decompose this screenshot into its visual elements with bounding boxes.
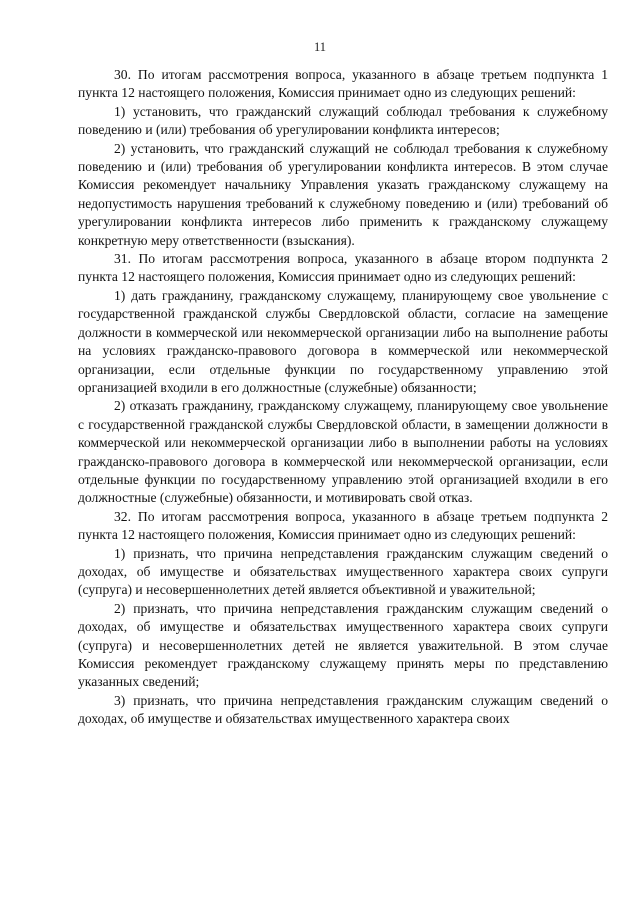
paragraph-31: 31. По итогам рассмотрения вопроса, указанного в абзаце втором подпункта 2 пункта 12 настоящего положения, Комиссия принимает одно из следующих решений:	[78, 251, 608, 285]
paragraph-32-item-3: 3) признать, что причина непредставления гражданским служащим сведений о доходах, об имуществе и обязательствах имущественного характера своих	[78, 692, 608, 727]
paragraph-31-item-1: 1) дать гражданину, гражданскому служащему, планирующему свое увольнение с государственной гражданской службы Свердловской области, согласие на замещение должности в коммерческой или некоммерческой организации либо на выполнение работы на условиях гражданско-правового договора в коммерческой или некоммерческой организации, если отдельные функции по государственному управлению этой организацией входили в его должностные (служебные) обязанности;	[78, 287, 608, 395]
paragraph-32: 32. По итогам рассмотрения вопроса, указанного в абзаце третьем подпункта 2 пункта 12 настоящего положения, Комиссия принимает одно из следующих решений:	[78, 508, 608, 543]
page-number: 11	[313, 40, 327, 54]
paragraph-32-item-2: 2) признать, что причина непредставления гражданским служащим сведений о доходах, об имуществе и обязательствах имущественного характера своих супруги (супруга) и несовершеннолетних детей не является уважительной. В этом случае Комиссия рекомендует гражданскому служащему принять меры по представлению указанных сведений;	[78, 600, 608, 690]
paragraph-32-item-1: 1) признать, что причина непредставления гражданским служащим сведений о доходах, об имуществе и обязательствах имущественного характера своих супруги (супруга) и несовершеннолетних детей является объективной и уважительной;	[78, 545, 608, 598]
paragraph-31-item-2: 2) отказать гражданину, гражданскому служащему, планирующему свое увольнение с государственной гражданской службы Свердловской области, в замещении должности в коммерческой или некоммерческой организации либо в выполнении работы на условиях гражданско-правового договора в коммерческой или некоммерческой организации, если отдельные функции по государственному управлению этой организацией входили в его должностные (служебные) обязанности, и мотивировать свой отказ.	[78, 398, 608, 506]
paragraph-30-item-2: 2) установить, что гражданский служащий не соблюдал требования к служебному поведению и (или) требования об урегулировании конфликта интересов. В этом случае Комиссия рекомендует начальнику Управления указать гражданскому служащему на недопустимость нарушения требований к служебному поведению и (или) требований об урегулировании конфликта интересов либо применить к гражданскому служащему конкретную меру ответственности (взыскания).	[78, 140, 608, 248]
document-body	[78, 66, 608, 729]
paragraph-30: 30. По итогам рассмотрения вопроса, указанного в абзаце третьем подпункта 1 пункта 12 настоящего положения, Комиссия принимает одно из следующих решений:	[78, 67, 608, 101]
paragraph-30-item-1: 1) установить, что гражданский служащий соблюдал требования к служебному поведению и (или) требования об урегулировании конфликта интересов;	[78, 103, 608, 138]
